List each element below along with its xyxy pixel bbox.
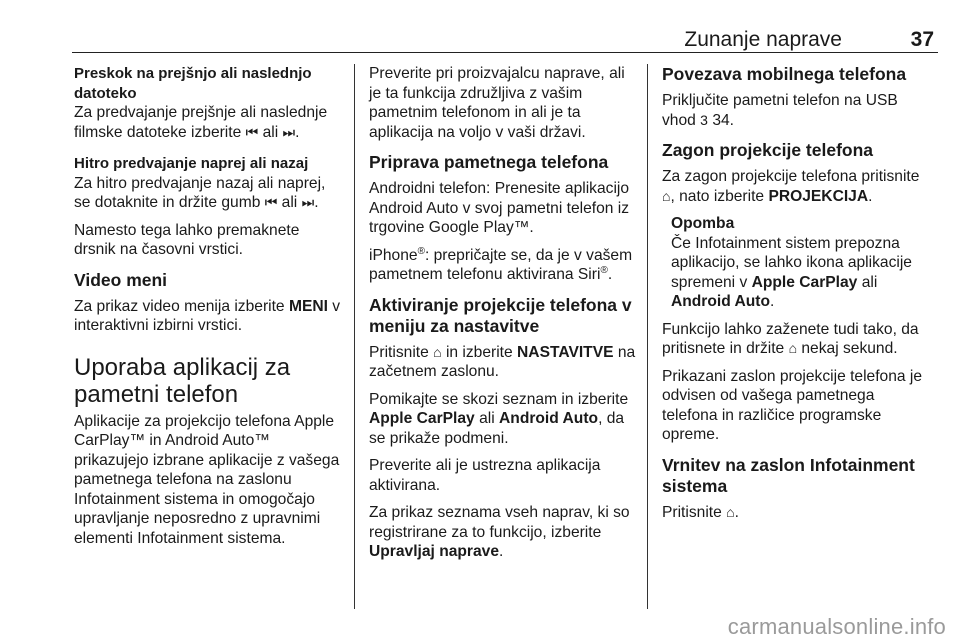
page-number: 37 <box>910 28 934 51</box>
text: ali <box>262 123 279 141</box>
text: 34. <box>712 111 734 129</box>
paragraph-device-list <box>369 503 637 562</box>
heading-fast-forward: Hitro predvajanje naprej ali nazaj <box>74 155 309 172</box>
text: Za zagon projekcije telefona pritisnite <box>662 168 920 185</box>
home-icon: ⌂ <box>433 343 442 360</box>
skip-next-icon: ⏭ <box>282 123 296 140</box>
text: Funkcijo lahko zaženete tudi tako, da pritisnete in držite <box>662 320 919 357</box>
text: Pomikajte se skozi seznam in izberite <box>369 390 629 408</box>
carplay-label: Apple CarPlay <box>751 273 858 291</box>
settings-label: NASTAVITVE <box>517 343 614 361</box>
text: . <box>314 194 319 211</box>
paragraph-return: Pritisnite ⌂. <box>662 503 739 521</box>
home-icon: ⌂ <box>662 187 671 204</box>
heading-return-infotainment: Vrnitev na zaslon Infotainment sistema <box>662 454 915 496</box>
column-divider <box>354 64 355 609</box>
text: iPhone <box>369 246 418 264</box>
text: Če Infotainment sistem prepozna aplikacijo, se lahko ikona aplikacije spremeni v <box>671 234 912 291</box>
paragraph-verify-app: Preverite ali je ustrezna aplikacija aktivirana. <box>369 457 601 494</box>
paragraph-android: Androidni telefon: Prenesite aplikacijo Android Auto v svoj pametni telefon iz trgovine Google Play™. <box>369 180 630 236</box>
heading-smartphone-apps: Uporaba aplikacij za pametni telefon <box>74 353 291 408</box>
text: nekaj sekund. <box>801 340 898 357</box>
page-header <box>72 28 938 53</box>
note-box <box>662 214 932 312</box>
registered-mark: ® <box>600 264 608 276</box>
text: , da se prikaže podmeni. <box>369 410 625 447</box>
paragraph-start-projection <box>662 167 932 206</box>
paragraph-scroll-list <box>369 390 637 449</box>
paragraph-iphone <box>369 246 637 285</box>
heading-prev-next: Preskok na prejšnjo ali naslednjo datoteko <box>74 65 312 102</box>
paragraph-press-hold <box>662 320 932 359</box>
text: ali <box>281 194 298 211</box>
column-divider <box>647 64 648 609</box>
note-title: Opomba <box>671 215 735 232</box>
text: Za prikaz seznama vseh naprav, ki so registrirane za to funkcijo, izberite <box>369 504 630 541</box>
paragraph-slider: Namesto tega lahko premaknete drsnik na časovni vrstici. <box>74 221 300 258</box>
heading-activate-projection: Aktiviranje projekcije telefona v meniju za nastavitve <box>369 294 632 336</box>
paragraph-video-menu <box>74 297 344 336</box>
text: ali <box>861 273 878 291</box>
heading-start-projection: Zagon projekcije telefona <box>662 140 874 160</box>
text: . <box>295 123 300 141</box>
text: . <box>868 187 873 205</box>
paragraph-check-compat: Preverite pri proizvajalcu naprave, ali je ta funkcija združljiva z vašim pametnim telefonom in ali je ta aplikacija na voljo v vaši državi. <box>369 65 625 141</box>
home-icon: ⌂ <box>788 340 798 356</box>
paragraph-connect-usb <box>662 91 932 130</box>
text: ali <box>479 410 495 427</box>
text: Za prikaz video menija izberite <box>74 297 285 315</box>
home-icon: ⌂ <box>726 503 735 520</box>
text: Za hitro predvajanje nazaj ali naprej, se dotaknite in držite gumb <box>74 174 326 211</box>
carplay-label: Apple CarPlay <box>369 410 475 427</box>
manage-devices-label: Upravljaj naprave <box>369 543 500 560</box>
heading-video-menu: Video meni <box>74 269 168 290</box>
column-middle <box>369 64 637 570</box>
text: , nato izberite <box>670 187 765 205</box>
text: Priključite pametni telefon na USB vhod <box>662 92 898 129</box>
column-right <box>662 64 932 530</box>
text: in izberite <box>445 343 513 361</box>
text: : prepričajte se, da je v vašem pametnem telefonu aktivirana Siri <box>369 246 633 283</box>
registered-mark: ® <box>417 245 425 257</box>
watermark: carmanualsonline.info <box>727 614 946 639</box>
paragraph-fast-forward <box>74 174 344 213</box>
heading-connect-phone: Povezava mobilnega telefona <box>662 64 907 84</box>
paragraph-smartphone-apps: Aplikacije za projekcijo telefona Apple CarPlay™ in Android Auto™ prikazujejo izbrane aplikacije z vašega pametnega telefona na zaslonu Infotainment sistema in omogočajo upravljanje neposredno z upravnimi elementi Infotainment sistema. <box>74 412 340 547</box>
paragraph-prev-next <box>74 103 344 142</box>
text: Za predvajanje prejšnje ali naslednje filmske datoteke izberite <box>74 104 328 141</box>
android-auto-label: Android Auto <box>499 410 599 427</box>
paragraph-press-home <box>369 343 637 382</box>
projection-label: PROJEKCIJA <box>768 187 869 205</box>
text: . <box>607 266 613 283</box>
page-reference-icon: 3 <box>700 111 708 128</box>
text: na začetnem zaslonu. <box>369 343 636 380</box>
text: . <box>770 293 775 310</box>
paragraph-display-depends: Prikazani zaslon projekcije telefona je odvisen od vašega pametnega telefona in različice programske opreme. <box>662 367 923 443</box>
text: Pritisnite <box>662 503 722 521</box>
section-title: Zunanje naprave <box>684 28 842 51</box>
skip-previous-icon: ⏮ <box>245 123 259 140</box>
text: v interaktivni izbirni vrstici. <box>74 297 341 334</box>
heading-prepare-phone: Priprava pametnega telefona <box>369 152 609 172</box>
skip-previous-icon: ⏮ <box>264 194 278 210</box>
text: Pritisnite <box>369 343 429 361</box>
column-left <box>74 64 344 556</box>
skip-next-icon: ⏭ <box>301 194 315 210</box>
menu-label: MENI <box>288 297 328 315</box>
android-auto-label: Android Auto <box>671 293 771 310</box>
text: . <box>499 543 504 560</box>
note-text <box>671 234 932 312</box>
